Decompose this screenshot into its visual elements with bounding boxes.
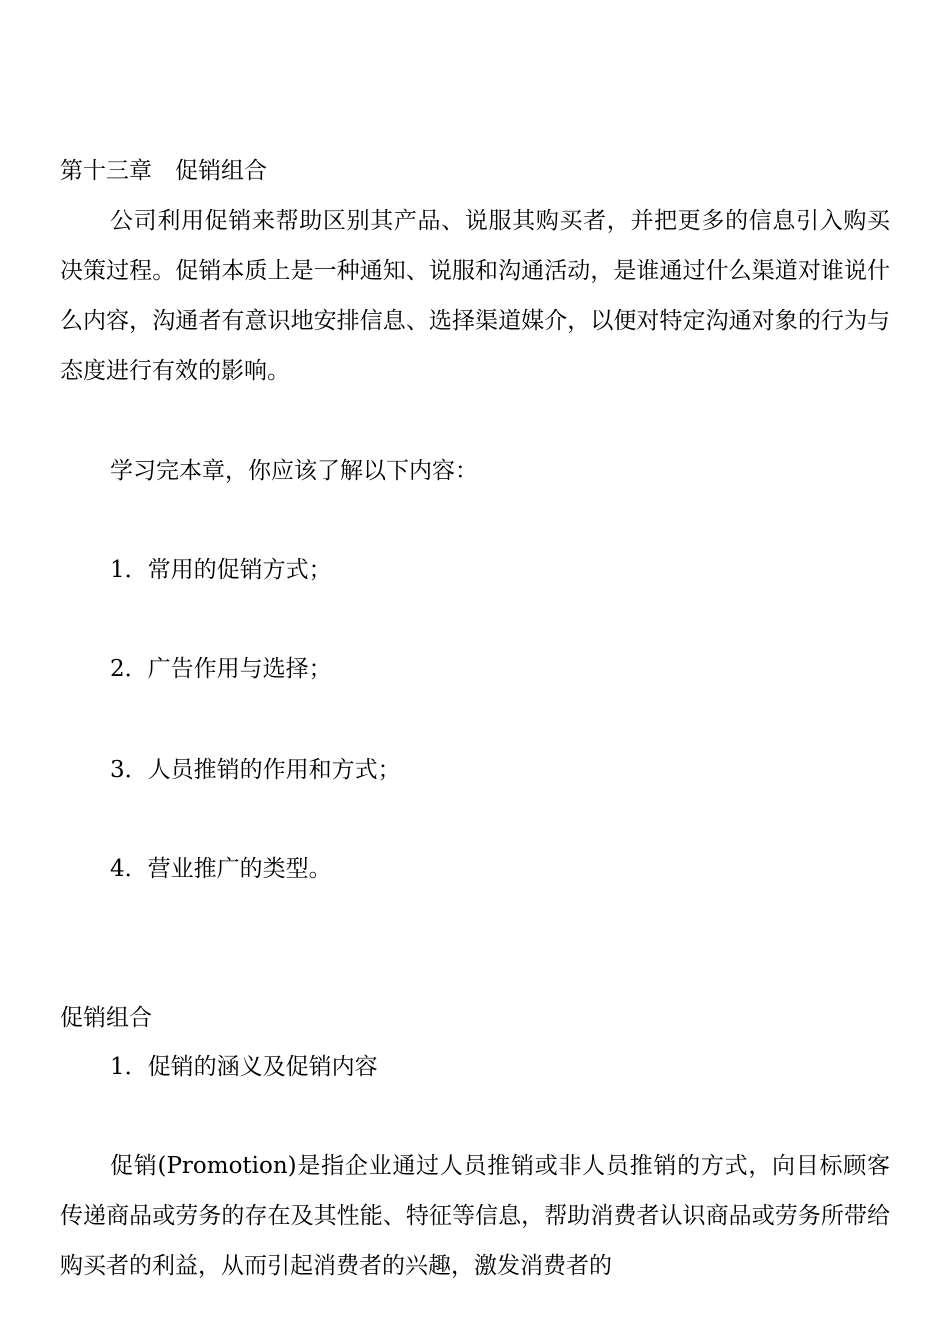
- body-paragraph: 促销(Promotion)是指企业通过人员推销或非人员推销的方式，向目标顾客传递商品或劳务的存在及其性能、特征等信息，帮助消费者认识商品或劳务所带给购买者的利益，从而引起消费者的兴趣，激发消费者的: [60, 1153, 890, 1279]
- objective-item-3: 3．人员推销的作用和方式；: [110, 757, 401, 783]
- intro-paragraph: 公司利用促销来帮助区别其产品、说服其购买者，并把更多的信息引入购买决策过程。促销本质上是一种通知、说服和沟通活动，是谁通过什么渠道对谁说什么内容，沟通者有意识地安排信息、选择渠道媒介，以便对特定沟通对象的行为与态度进行有效的影响。: [60, 208, 890, 384]
- objective-item-2: 2．广告作用与选择；: [110, 656, 332, 682]
- chapter-title: 第十三章 促销组合: [60, 158, 267, 184]
- section-title: 促销组合: [60, 1005, 152, 1031]
- subsection-title: 1．促销的涵义及促销内容: [110, 1054, 378, 1080]
- objective-item-1: 1．常用的促销方式；: [110, 557, 332, 583]
- objective-item-4: 4．营业推广的类型。: [110, 856, 332, 882]
- objectives-lead: 学习完本章，你应该了解以下内容：: [110, 458, 478, 484]
